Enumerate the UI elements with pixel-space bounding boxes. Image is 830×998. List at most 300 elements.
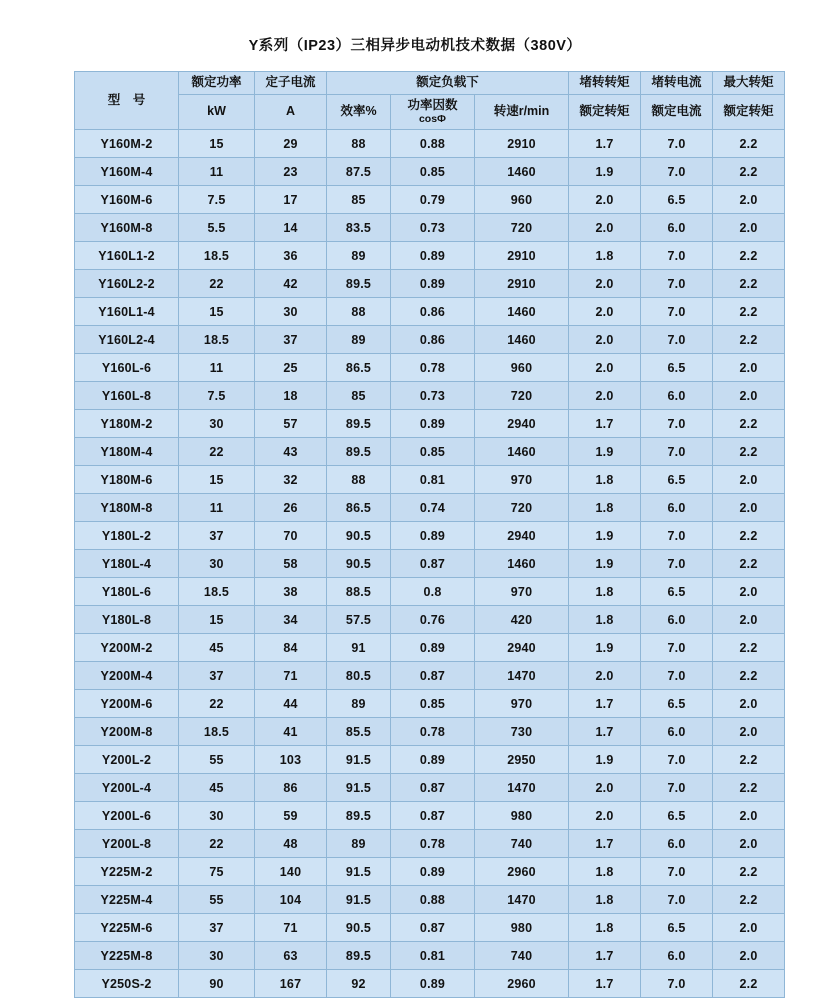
cell-rated-power: 18.5 bbox=[179, 242, 255, 270]
cell-stator-current: 59 bbox=[255, 802, 327, 830]
table-row bbox=[75, 886, 785, 914]
cell-stator-current: 30 bbox=[255, 298, 327, 326]
cell-efficiency: 89.5 bbox=[327, 410, 391, 438]
cell-model: Y180L-8 bbox=[75, 606, 179, 634]
cell-max-torque: 2.2 bbox=[713, 326, 785, 354]
cell-rated-power: 75 bbox=[179, 858, 255, 886]
power-factor-label: 功率因数 bbox=[407, 97, 458, 112]
cell-max-torque: 2.2 bbox=[713, 158, 785, 186]
cell-max-torque: 2.2 bbox=[713, 130, 785, 158]
cell-model: Y200M-2 bbox=[75, 634, 179, 662]
cell-speed: 2940 bbox=[475, 634, 569, 662]
cell-max-torque: 2.0 bbox=[713, 914, 785, 942]
cell-rated-power: 22 bbox=[179, 690, 255, 718]
cell-stator-current: 14 bbox=[255, 214, 327, 242]
column-header-power-factor bbox=[391, 94, 475, 130]
table-body bbox=[75, 130, 785, 998]
cell-locked-current: 7.0 bbox=[641, 550, 713, 578]
column-header-unit-a: A bbox=[255, 94, 327, 130]
table-row bbox=[75, 858, 785, 886]
cell-max-torque: 2.0 bbox=[713, 606, 785, 634]
column-header-rated-power: 额定功率 bbox=[179, 72, 255, 95]
table-row bbox=[75, 606, 785, 634]
cell-power-factor: 0.89 bbox=[391, 410, 475, 438]
cell-stator-current: 140 bbox=[255, 858, 327, 886]
cell-efficiency: 89 bbox=[327, 326, 391, 354]
cell-efficiency: 91.5 bbox=[327, 746, 391, 774]
table-row bbox=[75, 410, 785, 438]
cell-locked-torque: 1.9 bbox=[569, 522, 641, 550]
cell-locked-torque: 1.8 bbox=[569, 914, 641, 942]
cell-speed: 980 bbox=[475, 914, 569, 942]
cell-efficiency: 85 bbox=[327, 382, 391, 410]
cell-efficiency: 88 bbox=[327, 130, 391, 158]
cell-speed: 720 bbox=[475, 382, 569, 410]
cell-efficiency: 90.5 bbox=[327, 550, 391, 578]
cell-locked-torque: 2.0 bbox=[569, 802, 641, 830]
cell-locked-torque: 2.0 bbox=[569, 298, 641, 326]
cell-model: Y180M-8 bbox=[75, 494, 179, 522]
cell-locked-current: 6.5 bbox=[641, 354, 713, 382]
cell-model: Y160L2-4 bbox=[75, 326, 179, 354]
page-title: Y系列（IP23）三相异步电动机技术数据（380V） bbox=[248, 38, 582, 54]
header-row-1 bbox=[75, 72, 785, 95]
cell-rated-power: 30 bbox=[179, 802, 255, 830]
cell-power-factor: 0.81 bbox=[391, 466, 475, 494]
cell-power-factor: 0.89 bbox=[391, 970, 475, 998]
cell-power-factor: 0.78 bbox=[391, 718, 475, 746]
cell-power-factor: 0.74 bbox=[391, 494, 475, 522]
cell-locked-torque: 1.8 bbox=[569, 858, 641, 886]
cell-locked-torque: 1.8 bbox=[569, 494, 641, 522]
cell-power-factor: 0.89 bbox=[391, 746, 475, 774]
cell-rated-power: 45 bbox=[179, 634, 255, 662]
cell-locked-current: 6.5 bbox=[641, 186, 713, 214]
cell-model: Y200L-8 bbox=[75, 830, 179, 858]
column-header-unit-kw: kW bbox=[179, 94, 255, 130]
cell-rated-power: 55 bbox=[179, 746, 255, 774]
cell-locked-current: 6.0 bbox=[641, 942, 713, 970]
cell-locked-current: 7.0 bbox=[641, 522, 713, 550]
cell-locked-current: 6.5 bbox=[641, 914, 713, 942]
column-header-efficiency: 效率% bbox=[327, 94, 391, 130]
cell-locked-torque: 2.0 bbox=[569, 186, 641, 214]
cell-stator-current: 103 bbox=[255, 746, 327, 774]
cell-speed: 970 bbox=[475, 690, 569, 718]
table-row bbox=[75, 550, 785, 578]
cell-locked-current: 7.0 bbox=[641, 858, 713, 886]
cell-locked-torque: 1.8 bbox=[569, 242, 641, 270]
cell-stator-current: 86 bbox=[255, 774, 327, 802]
cell-efficiency: 80.5 bbox=[327, 662, 391, 690]
cell-stator-current: 34 bbox=[255, 606, 327, 634]
cell-model: Y160M-2 bbox=[75, 130, 179, 158]
cell-speed: 720 bbox=[475, 494, 569, 522]
cell-rated-power: 18.5 bbox=[179, 578, 255, 606]
cell-speed: 1460 bbox=[475, 326, 569, 354]
cell-stator-current: 42 bbox=[255, 270, 327, 298]
cell-speed: 2940 bbox=[475, 410, 569, 438]
cell-rated-power: 11 bbox=[179, 354, 255, 382]
cell-efficiency: 89.5 bbox=[327, 802, 391, 830]
table-row bbox=[75, 186, 785, 214]
cell-locked-current: 7.0 bbox=[641, 242, 713, 270]
table-row bbox=[75, 802, 785, 830]
cell-model: Y225M-4 bbox=[75, 886, 179, 914]
cell-power-factor: 0.86 bbox=[391, 298, 475, 326]
column-header-stator-current: 定子电流 bbox=[255, 72, 327, 95]
cell-rated-power: 45 bbox=[179, 774, 255, 802]
cell-speed: 2910 bbox=[475, 130, 569, 158]
table-row bbox=[75, 438, 785, 466]
cell-rated-power: 5.5 bbox=[179, 214, 255, 242]
table-row bbox=[75, 270, 785, 298]
cell-efficiency: 91.5 bbox=[327, 858, 391, 886]
cell-max-torque: 2.2 bbox=[713, 270, 785, 298]
cell-locked-torque: 1.8 bbox=[569, 466, 641, 494]
cell-rated-power: 37 bbox=[179, 522, 255, 550]
cell-model: Y160L2-2 bbox=[75, 270, 179, 298]
cell-locked-torque: 1.7 bbox=[569, 942, 641, 970]
table-row bbox=[75, 242, 785, 270]
cell-locked-torque: 1.7 bbox=[569, 718, 641, 746]
cell-power-factor: 0.76 bbox=[391, 606, 475, 634]
cell-model: Y200M-8 bbox=[75, 718, 179, 746]
cell-efficiency: 91.5 bbox=[327, 774, 391, 802]
cell-locked-current: 6.5 bbox=[641, 802, 713, 830]
cell-model: Y200M-6 bbox=[75, 690, 179, 718]
table-row bbox=[75, 578, 785, 606]
cell-stator-current: 44 bbox=[255, 690, 327, 718]
cell-locked-current: 6.0 bbox=[641, 214, 713, 242]
cell-power-factor: 0.73 bbox=[391, 382, 475, 410]
cell-locked-current: 7.0 bbox=[641, 634, 713, 662]
cell-max-torque: 2.0 bbox=[713, 942, 785, 970]
cell-max-torque: 2.2 bbox=[713, 438, 785, 466]
cell-locked-torque: 1.8 bbox=[569, 578, 641, 606]
cell-efficiency: 90.5 bbox=[327, 914, 391, 942]
cell-efficiency: 85 bbox=[327, 186, 391, 214]
cell-model: Y250S-2 bbox=[75, 970, 179, 998]
cell-speed: 1470 bbox=[475, 774, 569, 802]
cell-power-factor: 0.85 bbox=[391, 690, 475, 718]
cell-power-factor: 0.87 bbox=[391, 662, 475, 690]
cell-stator-current: 41 bbox=[255, 718, 327, 746]
cell-max-torque: 2.2 bbox=[713, 634, 785, 662]
table-row bbox=[75, 298, 785, 326]
cell-power-factor: 0.79 bbox=[391, 186, 475, 214]
cell-efficiency: 89 bbox=[327, 242, 391, 270]
cell-stator-current: 58 bbox=[255, 550, 327, 578]
cell-max-torque: 2.2 bbox=[713, 662, 785, 690]
column-header-locked-current-ratio: 额定电流 bbox=[641, 94, 713, 130]
table-row bbox=[75, 354, 785, 382]
table-row bbox=[75, 690, 785, 718]
cell-efficiency: 89 bbox=[327, 690, 391, 718]
cell-locked-torque: 2.0 bbox=[569, 662, 641, 690]
cell-max-torque: 2.2 bbox=[713, 886, 785, 914]
cell-rated-power: 15 bbox=[179, 130, 255, 158]
cell-max-torque: 2.2 bbox=[713, 550, 785, 578]
cell-stator-current: 104 bbox=[255, 886, 327, 914]
cell-max-torque: 2.2 bbox=[713, 410, 785, 438]
table-row bbox=[75, 382, 785, 410]
table-row bbox=[75, 830, 785, 858]
table-row bbox=[75, 494, 785, 522]
cell-efficiency: 88 bbox=[327, 298, 391, 326]
power-factor-cos-label: cosФ bbox=[418, 113, 447, 126]
cell-max-torque: 2.2 bbox=[713, 970, 785, 998]
cell-locked-torque: 1.8 bbox=[569, 886, 641, 914]
cell-stator-current: 38 bbox=[255, 578, 327, 606]
cell-locked-current: 7.0 bbox=[641, 130, 713, 158]
cell-max-torque: 2.0 bbox=[713, 802, 785, 830]
cell-locked-torque: 1.7 bbox=[569, 410, 641, 438]
cell-model: Y180L-2 bbox=[75, 522, 179, 550]
table-row bbox=[75, 662, 785, 690]
cell-stator-current: 71 bbox=[255, 914, 327, 942]
cell-locked-current: 6.0 bbox=[641, 830, 713, 858]
column-header-max-torque-ratio: 额定转矩 bbox=[713, 94, 785, 130]
cell-power-factor: 0.85 bbox=[391, 438, 475, 466]
cell-rated-power: 15 bbox=[179, 606, 255, 634]
cell-power-factor: 0.89 bbox=[391, 242, 475, 270]
cell-power-factor: 0.88 bbox=[391, 886, 475, 914]
cell-power-factor: 0.87 bbox=[391, 914, 475, 942]
cell-efficiency: 91 bbox=[327, 634, 391, 662]
cell-efficiency: 92 bbox=[327, 970, 391, 998]
table-row bbox=[75, 634, 785, 662]
table-row bbox=[75, 214, 785, 242]
cell-locked-current: 7.0 bbox=[641, 298, 713, 326]
cell-speed: 2910 bbox=[475, 242, 569, 270]
cell-efficiency: 89.5 bbox=[327, 438, 391, 466]
cell-max-torque: 2.0 bbox=[713, 718, 785, 746]
cell-model: Y180L-4 bbox=[75, 550, 179, 578]
cell-speed: 730 bbox=[475, 718, 569, 746]
cell-efficiency: 91.5 bbox=[327, 886, 391, 914]
cell-rated-power: 18.5 bbox=[179, 718, 255, 746]
cell-speed: 1460 bbox=[475, 158, 569, 186]
cell-stator-current: 23 bbox=[255, 158, 327, 186]
cell-rated-power: 11 bbox=[179, 494, 255, 522]
cell-locked-torque: 1.7 bbox=[569, 830, 641, 858]
cell-locked-current: 7.0 bbox=[641, 886, 713, 914]
cell-locked-torque: 1.9 bbox=[569, 746, 641, 774]
cell-rated-power: 7.5 bbox=[179, 186, 255, 214]
cell-speed: 2950 bbox=[475, 746, 569, 774]
cell-locked-torque: 1.8 bbox=[569, 606, 641, 634]
cell-efficiency: 85.5 bbox=[327, 718, 391, 746]
cell-power-factor: 0.89 bbox=[391, 270, 475, 298]
cell-model: Y160M-4 bbox=[75, 158, 179, 186]
cell-locked-torque: 1.7 bbox=[569, 690, 641, 718]
cell-model: Y180M-2 bbox=[75, 410, 179, 438]
cell-rated-power: 22 bbox=[179, 830, 255, 858]
cell-speed: 420 bbox=[475, 606, 569, 634]
table-header bbox=[75, 72, 785, 130]
cell-efficiency: 86.5 bbox=[327, 354, 391, 382]
cell-rated-power: 30 bbox=[179, 942, 255, 970]
cell-speed: 1460 bbox=[475, 438, 569, 466]
cell-speed: 740 bbox=[475, 830, 569, 858]
cell-model: Y225M-2 bbox=[75, 858, 179, 886]
cell-max-torque: 2.0 bbox=[713, 830, 785, 858]
cell-locked-current: 7.0 bbox=[641, 746, 713, 774]
cell-stator-current: 36 bbox=[255, 242, 327, 270]
table-row bbox=[75, 914, 785, 942]
cell-max-torque: 2.2 bbox=[713, 774, 785, 802]
cell-efficiency: 86.5 bbox=[327, 494, 391, 522]
cell-max-torque: 2.0 bbox=[713, 466, 785, 494]
cell-locked-current: 7.0 bbox=[641, 970, 713, 998]
cell-max-torque: 2.0 bbox=[713, 382, 785, 410]
table-row bbox=[75, 466, 785, 494]
cell-power-factor: 0.88 bbox=[391, 130, 475, 158]
column-header-speed: 转速r/min bbox=[475, 94, 569, 130]
spec-table-container bbox=[74, 71, 774, 998]
cell-power-factor: 0.89 bbox=[391, 634, 475, 662]
cell-stator-current: 29 bbox=[255, 130, 327, 158]
cell-max-torque: 2.2 bbox=[713, 242, 785, 270]
table-row bbox=[75, 970, 785, 998]
cell-stator-current: 63 bbox=[255, 942, 327, 970]
cell-locked-current: 6.0 bbox=[641, 606, 713, 634]
cell-speed: 720 bbox=[475, 214, 569, 242]
cell-rated-power: 55 bbox=[179, 886, 255, 914]
cell-locked-current: 7.0 bbox=[641, 662, 713, 690]
cell-efficiency: 87.5 bbox=[327, 158, 391, 186]
cell-model: Y200L-4 bbox=[75, 774, 179, 802]
cell-stator-current: 18 bbox=[255, 382, 327, 410]
cell-max-torque: 2.2 bbox=[713, 858, 785, 886]
cell-speed: 970 bbox=[475, 466, 569, 494]
column-header-rated-load-group: 额定负载下 bbox=[327, 72, 569, 95]
cell-rated-power: 37 bbox=[179, 914, 255, 942]
column-header-locked-torque-ratio: 额定转矩 bbox=[569, 94, 641, 130]
cell-speed: 960 bbox=[475, 186, 569, 214]
cell-locked-current: 6.0 bbox=[641, 382, 713, 410]
cell-rated-power: 30 bbox=[179, 410, 255, 438]
cell-locked-current: 6.5 bbox=[641, 578, 713, 606]
cell-model: Y200L-2 bbox=[75, 746, 179, 774]
cell-speed: 2960 bbox=[475, 970, 569, 998]
cell-stator-current: 84 bbox=[255, 634, 327, 662]
column-header-locked-torque: 堵转转矩 bbox=[569, 72, 641, 95]
cell-efficiency: 88.5 bbox=[327, 578, 391, 606]
cell-efficiency: 83.5 bbox=[327, 214, 391, 242]
cell-model: Y225M-6 bbox=[75, 914, 179, 942]
cell-model: Y180M-4 bbox=[75, 438, 179, 466]
cell-locked-torque: 1.9 bbox=[569, 438, 641, 466]
cell-efficiency: 89 bbox=[327, 830, 391, 858]
cell-efficiency: 89.5 bbox=[327, 942, 391, 970]
cell-rated-power: 30 bbox=[179, 550, 255, 578]
cell-model: Y160L-8 bbox=[75, 382, 179, 410]
cell-locked-current: 6.0 bbox=[641, 718, 713, 746]
cell-efficiency: 88 bbox=[327, 466, 391, 494]
cell-max-torque: 2.0 bbox=[713, 214, 785, 242]
cell-power-factor: 0.89 bbox=[391, 522, 475, 550]
cell-rated-power: 22 bbox=[179, 438, 255, 466]
cell-power-factor: 0.89 bbox=[391, 858, 475, 886]
cell-stator-current: 26 bbox=[255, 494, 327, 522]
cell-model: Y160M-8 bbox=[75, 214, 179, 242]
cell-locked-torque: 1.9 bbox=[569, 550, 641, 578]
cell-power-factor: 0.8 bbox=[391, 578, 475, 606]
cell-speed: 2960 bbox=[475, 858, 569, 886]
table-row bbox=[75, 746, 785, 774]
cell-locked-torque: 2.0 bbox=[569, 270, 641, 298]
table-row bbox=[75, 158, 785, 186]
cell-rated-power: 18.5 bbox=[179, 326, 255, 354]
cell-rated-power: 22 bbox=[179, 270, 255, 298]
cell-rated-power: 37 bbox=[179, 662, 255, 690]
cell-locked-torque: 2.0 bbox=[569, 382, 641, 410]
cell-locked-current: 7.0 bbox=[641, 270, 713, 298]
table-row bbox=[75, 130, 785, 158]
cell-speed: 980 bbox=[475, 802, 569, 830]
cell-locked-current: 6.5 bbox=[641, 466, 713, 494]
cell-model: Y200M-4 bbox=[75, 662, 179, 690]
cell-locked-torque: 1.9 bbox=[569, 634, 641, 662]
table-row bbox=[75, 718, 785, 746]
cell-locked-current: 7.0 bbox=[641, 326, 713, 354]
cell-model: Y180M-6 bbox=[75, 466, 179, 494]
cell-max-torque: 2.0 bbox=[713, 690, 785, 718]
cell-stator-current: 70 bbox=[255, 522, 327, 550]
cell-max-torque: 2.0 bbox=[713, 186, 785, 214]
table-row bbox=[75, 326, 785, 354]
cell-locked-torque: 2.0 bbox=[569, 774, 641, 802]
cell-locked-torque: 2.0 bbox=[569, 214, 641, 242]
cell-model: Y225M-8 bbox=[75, 942, 179, 970]
cell-stator-current: 48 bbox=[255, 830, 327, 858]
cell-stator-current: 37 bbox=[255, 326, 327, 354]
table-row bbox=[75, 942, 785, 970]
cell-stator-current: 17 bbox=[255, 186, 327, 214]
column-header-model: 型 号 bbox=[75, 72, 179, 130]
cell-max-torque: 2.0 bbox=[713, 494, 785, 522]
cell-power-factor: 0.86 bbox=[391, 326, 475, 354]
cell-power-factor: 0.81 bbox=[391, 942, 475, 970]
cell-speed: 740 bbox=[475, 942, 569, 970]
cell-rated-power: 90 bbox=[179, 970, 255, 998]
cell-efficiency: 89.5 bbox=[327, 270, 391, 298]
cell-stator-current: 43 bbox=[255, 438, 327, 466]
table-row bbox=[75, 774, 785, 802]
cell-model: Y200L-6 bbox=[75, 802, 179, 830]
cell-speed: 1460 bbox=[475, 298, 569, 326]
cell-locked-current: 7.0 bbox=[641, 774, 713, 802]
cell-locked-current: 7.0 bbox=[641, 158, 713, 186]
cell-rated-power: 15 bbox=[179, 466, 255, 494]
cell-max-torque: 2.2 bbox=[713, 746, 785, 774]
cell-power-factor: 0.87 bbox=[391, 550, 475, 578]
cell-power-factor: 0.85 bbox=[391, 158, 475, 186]
cell-power-factor: 0.87 bbox=[391, 802, 475, 830]
cell-stator-current: 57 bbox=[255, 410, 327, 438]
cell-max-torque: 2.2 bbox=[713, 522, 785, 550]
cell-power-factor: 0.87 bbox=[391, 774, 475, 802]
cell-power-factor: 0.78 bbox=[391, 830, 475, 858]
cell-model: Y160L1-2 bbox=[75, 242, 179, 270]
column-header-max-torque: 最大转矩 bbox=[713, 72, 785, 95]
table-row bbox=[75, 522, 785, 550]
cell-speed: 1460 bbox=[475, 550, 569, 578]
cell-rated-power: 7.5 bbox=[179, 382, 255, 410]
cell-locked-torque: 1.7 bbox=[569, 130, 641, 158]
